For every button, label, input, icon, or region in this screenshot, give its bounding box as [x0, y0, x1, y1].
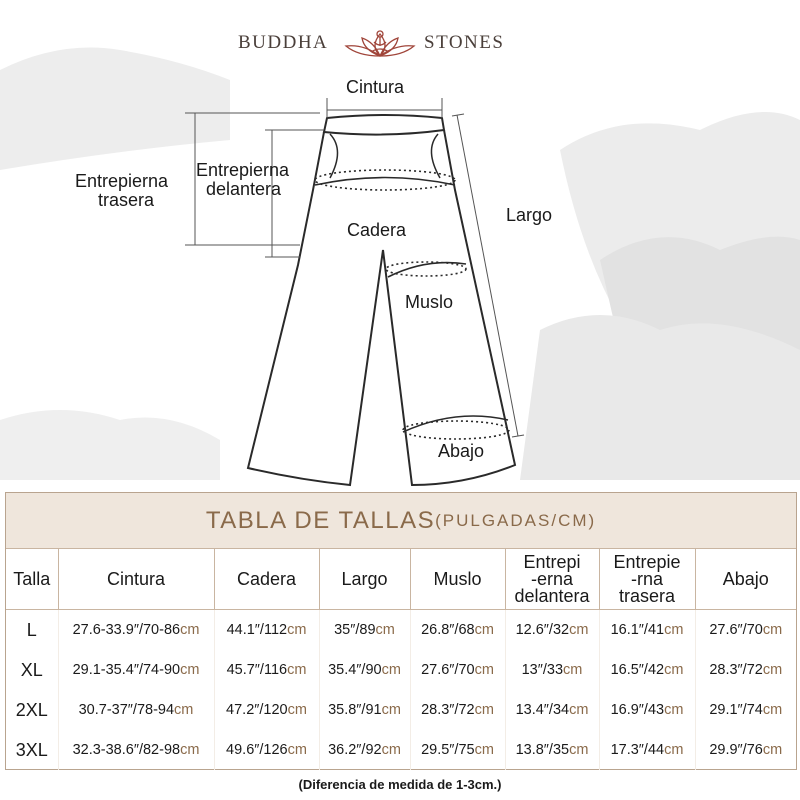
- measurement-value: 16.5″/42: [610, 662, 665, 678]
- size-chart-header: [6, 493, 796, 549]
- measurement-unit: cm: [762, 662, 783, 678]
- measurement-unit: cm: [474, 662, 494, 678]
- column-header: [58, 549, 214, 610]
- thigh-label: Muslo: [405, 292, 454, 312]
- column-header-text: Cadera: [236, 568, 297, 589]
- hip-label: Cadera: [347, 220, 407, 240]
- column-header: [505, 549, 599, 610]
- measurement-unit: cm: [180, 742, 200, 758]
- column-header-text: -rna: [630, 568, 663, 589]
- column-header: [599, 549, 695, 610]
- back-rise-label-line2: trasera: [98, 190, 155, 210]
- measurement-cell: [505, 650, 599, 690]
- measurement-value: 13.4″/34: [515, 702, 570, 718]
- measurement-cell: [58, 650, 214, 690]
- measurement-cell: [505, 730, 599, 770]
- measurement-value: 35.8″/91: [328, 702, 382, 718]
- table-row: [6, 610, 796, 651]
- table-body: [6, 610, 796, 771]
- measurement-cell: [319, 730, 410, 770]
- size-chart: [5, 492, 797, 770]
- measurement-unit: cm: [664, 622, 684, 638]
- measurement-cell: [214, 690, 319, 730]
- measurement-cell: [319, 690, 410, 730]
- measurement-value: 29.9″/76: [709, 742, 763, 758]
- column-header: [214, 549, 319, 610]
- measurement-value: 13″/33: [521, 662, 564, 678]
- measurement-value: 17.3″/44: [610, 742, 665, 758]
- measurement-value: 49.6″/126: [226, 742, 288, 758]
- brand-name-right: STONES: [424, 32, 505, 53]
- table-row: [6, 650, 796, 690]
- front-rise-label-line1: Entrepierna: [196, 160, 290, 180]
- measurement-unit: cm: [381, 662, 401, 678]
- measurement-value: 32.3-38.6″/82-98: [72, 742, 181, 758]
- measurement-unit: cm: [474, 702, 494, 718]
- size-cell: L: [26, 619, 37, 640]
- measurement-value: 27.6″/70: [421, 662, 475, 678]
- measurement-value: 36.2″/92: [328, 742, 382, 758]
- column-header-text: Entrepie: [613, 551, 681, 572]
- table-header-row: [6, 549, 796, 610]
- table-row: [6, 730, 796, 770]
- measurement-value: 30.7-37″/78-94: [78, 702, 175, 718]
- measurement-unit: cm: [287, 622, 307, 638]
- measurement-value: 16.1″/41: [610, 622, 665, 638]
- back-rise-label-line1: Entrepierna: [75, 171, 169, 191]
- length-label: Largo: [506, 205, 553, 225]
- column-header: [6, 549, 58, 610]
- column-header: [319, 549, 410, 610]
- measurement-unit: cm: [474, 742, 494, 758]
- measurement-unit: cm: [569, 702, 589, 718]
- measurement-unit: cm: [381, 742, 401, 758]
- measurement-value: 35″/89: [334, 622, 376, 638]
- measurement-footnote: (Diferencia de medida de 1-3cm.): [298, 777, 502, 792]
- measurement-unit: cm: [474, 622, 494, 638]
- front-rise-label-line2: delantera: [206, 179, 282, 199]
- measurement-value: 12.6″/32: [515, 622, 570, 638]
- measurement-value: 35.4″/90: [328, 662, 382, 678]
- measurement-value: 45.7″/116: [226, 662, 288, 678]
- measurement-value: 27.6-33.9″/70-86: [72, 622, 181, 638]
- measurement-unit: cm: [664, 662, 684, 678]
- measurement-unit: cm: [664, 742, 684, 758]
- measurement-cell: [695, 690, 796, 730]
- measurement-value: 29.1-35.4″/74-90: [72, 662, 181, 678]
- hem-label: Abajo: [438, 441, 485, 461]
- measurement-cell: [695, 650, 796, 690]
- column-header-text: Largo: [341, 568, 388, 589]
- table-row: [6, 690, 796, 730]
- measurement-unit: cm: [381, 702, 401, 718]
- column-header-text: Abajo: [722, 568, 769, 589]
- measurement-unit: cm: [762, 622, 783, 638]
- measurement-cell: [505, 610, 599, 651]
- column-header-text: -erna: [530, 568, 574, 589]
- measurement-unit: cm: [287, 742, 307, 758]
- measurement-cell: [695, 730, 796, 770]
- column-header-text: delantera: [514, 585, 590, 606]
- size-cell: 3XL: [15, 739, 48, 760]
- measurement-value: 13.8″/35: [515, 742, 570, 758]
- measurement-cell: [319, 650, 410, 690]
- measurement-value: 44.1″/112: [226, 622, 288, 638]
- measurement-cell: [58, 610, 214, 651]
- measurement-cell: [599, 730, 695, 770]
- measurement-value: 27.6″/70: [709, 622, 763, 638]
- column-header-text: trasera: [618, 585, 676, 606]
- column-header: [695, 549, 796, 610]
- measurement-unit: cm: [174, 702, 194, 718]
- measurement-cell: [505, 690, 599, 730]
- measurement-unit: cm: [180, 622, 200, 638]
- column-header-text: Talla: [13, 568, 51, 589]
- measurement-cell: [410, 650, 505, 690]
- measurement-cell: [599, 690, 695, 730]
- measurement-cell: [599, 650, 695, 690]
- waist-label: Cintura: [346, 77, 405, 97]
- measurement-unit: cm: [375, 622, 395, 638]
- measurement-cell: [410, 690, 505, 730]
- measurement-unit: cm: [762, 702, 783, 718]
- measurement-value: 16.9″/43: [610, 702, 665, 718]
- size-cell: XL: [20, 659, 43, 680]
- measurement-value: 28.3″/72: [421, 702, 475, 718]
- measurement-unit: cm: [762, 742, 783, 758]
- measurement-cell: [599, 610, 695, 651]
- measurement-cell: [214, 650, 319, 690]
- measurement-cell: [410, 730, 505, 770]
- column-header-text: Entrepi: [523, 551, 581, 572]
- measurement-value: 29.1″/74: [709, 702, 763, 718]
- measurement-unit: cm: [664, 702, 684, 718]
- measurement-unit: cm: [287, 662, 307, 678]
- measurement-unit: cm: [569, 622, 589, 638]
- measurement-cell: [58, 730, 214, 770]
- size-table: [6, 549, 796, 770]
- measurement-cell: [58, 690, 214, 730]
- measurement-value: 28.3″/72: [709, 662, 763, 678]
- size-chart-title: TABLA DE TALLAS: [205, 506, 436, 534]
- size-chart-unit: (PULGADAS/CM): [435, 510, 597, 530]
- measurement-cell: [214, 610, 319, 651]
- size-cell: 2XL: [15, 699, 48, 720]
- column-header: [410, 549, 505, 610]
- measurement-value: 47.2″/120: [226, 702, 288, 718]
- measurement-cell: [214, 730, 319, 770]
- measurement-cell: [410, 610, 505, 651]
- brand-name-left: BUDDHA: [238, 32, 329, 53]
- measurement-unit: cm: [569, 742, 589, 758]
- column-header-text: Muslo: [433, 568, 482, 589]
- measurement-cell: [695, 610, 796, 651]
- measurement-unit: cm: [563, 662, 583, 678]
- measurement-unit: cm: [287, 702, 307, 718]
- measurement-value: 29.5″/75: [421, 742, 475, 758]
- column-header-text: Cintura: [106, 568, 166, 589]
- measurement-value: 26.8″/68: [421, 622, 475, 638]
- measurement-cell: [319, 610, 410, 651]
- measurement-unit: cm: [180, 662, 200, 678]
